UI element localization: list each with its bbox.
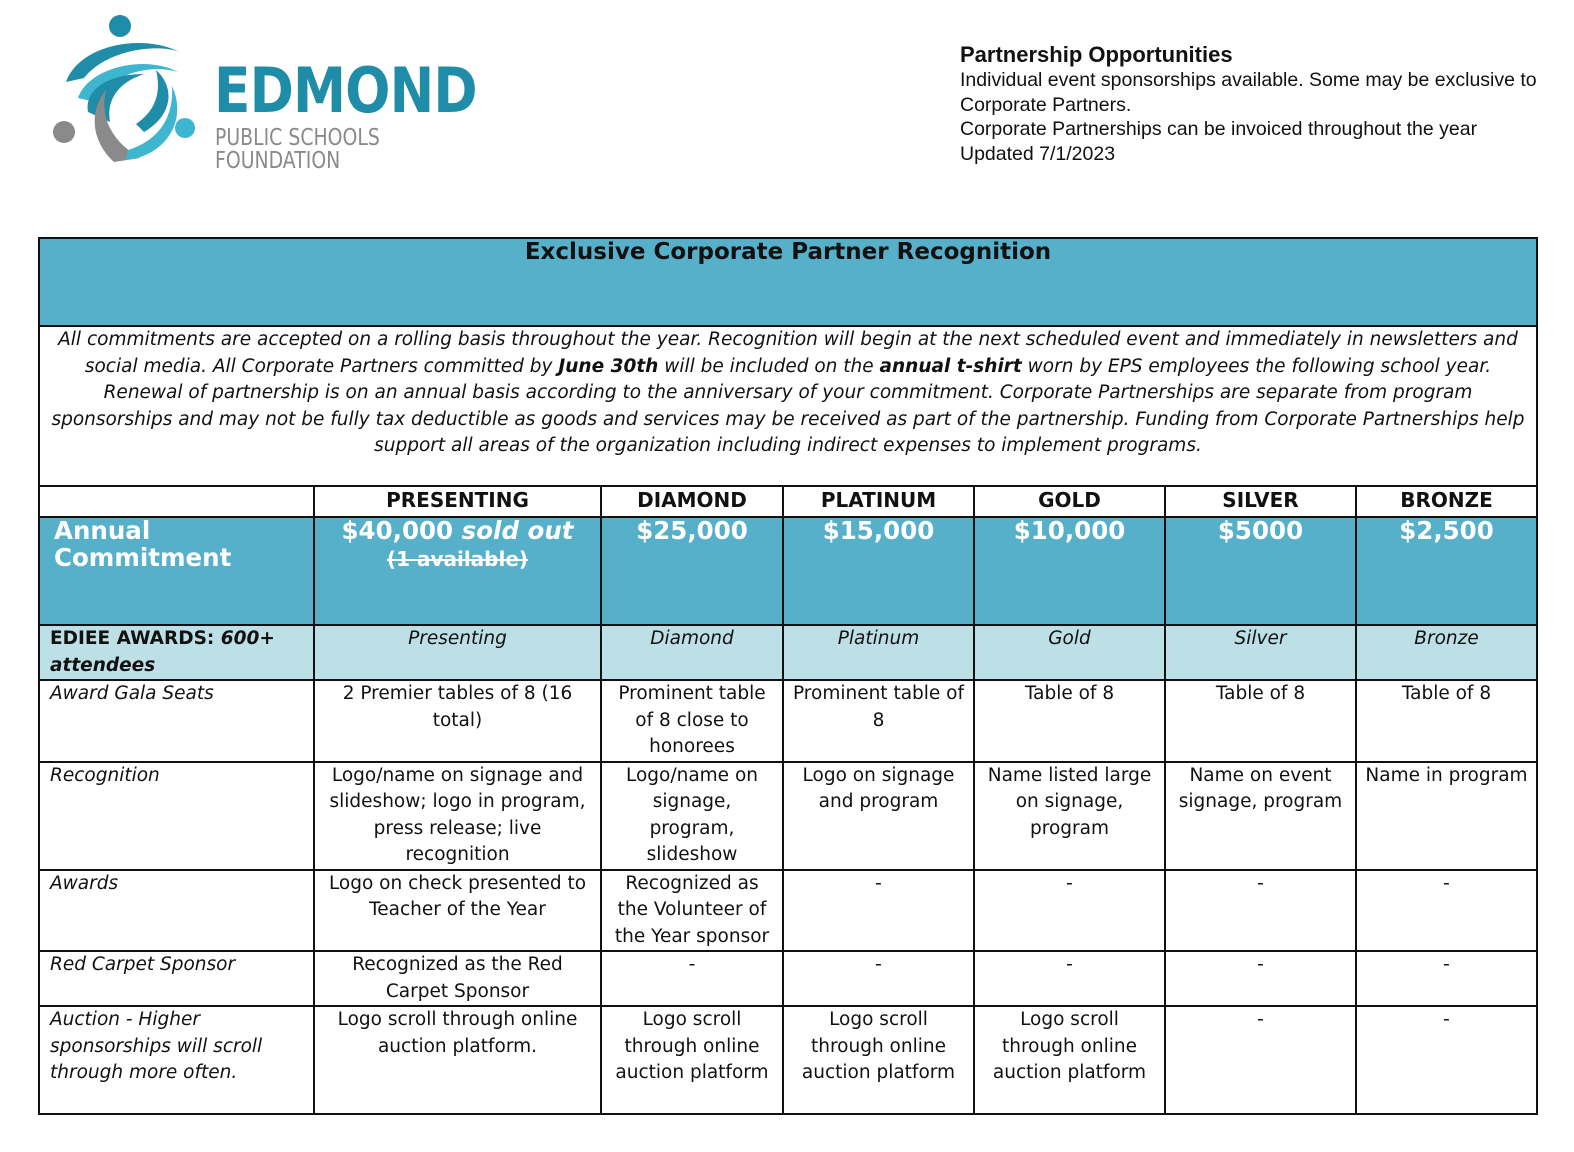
tier-diamond: DIAMOND	[601, 486, 783, 517]
table-row	[39, 1006, 1537, 1114]
table-cell: -	[1165, 951, 1356, 1006]
commitment-silver: $5000	[1165, 517, 1356, 625]
table-cell: -	[783, 870, 974, 952]
info-line: Corporate Partnerships can be invoiced throughout the year	[960, 118, 1478, 140]
table-cell: Recognized as the Volunteer of the Year sponsor	[601, 870, 783, 952]
table-cell: Prominent table of 8	[783, 680, 974, 762]
tier-gold: GOLD	[974, 486, 1165, 517]
table-cell: Logo on check presented to Teacher of the Year	[314, 870, 601, 952]
logo-subtitle: PUBLIC SCHOOLS FOUNDATION	[215, 125, 380, 174]
tier-silver: SILVER	[1165, 486, 1356, 517]
table-cell: Table of 8	[1165, 680, 1356, 762]
table-cell: Recognized as the Red Carpet Sponsor	[314, 951, 601, 1006]
table-cell: -	[1165, 1006, 1356, 1114]
logo-wordmark: EDMOND	[214, 54, 477, 127]
edmond-logo	[48, 12, 478, 172]
edie-awards-row	[39, 625, 1537, 680]
commitment-label: Annual Commitment	[39, 517, 314, 625]
table-cell: Prominent table of 8 close to honorees	[601, 680, 783, 762]
table-cell: Logo scroll through online auction platform	[601, 1006, 783, 1114]
table-cell: 2 Premier tables of 8 (16 total)	[314, 680, 601, 762]
table-cell: Gold	[974, 625, 1165, 680]
table-description: All commitments are accepted on a rolling basis throughout the year. Recognition will begin at the next scheduled event and immediately in newsletters and social media. All Corporate Partners committed by June 30th will be included on the annual t-shirt worn by EPS employees the following school year. Renewal of partnership is on an annual basis according to the anniversary of your commitment. Corporate Partnerships are separate from program sponsorships and may not be fully tax deductible as goods and services may be received as part of the partnership. Funding from Corporate Partnerships help support all areas of the organization including indirect expenses to implement programs.	[39, 326, 1537, 486]
tier-presenting: PRESENTING	[314, 486, 601, 517]
commitment-presenting: $40,000 sold out (1 available)	[314, 517, 601, 625]
commitment-row	[39, 517, 1537, 625]
table-cell: -	[1356, 870, 1537, 952]
table-cell: Name listed large on signage, program	[974, 762, 1165, 870]
info-line: Updated 7/1/2023	[960, 142, 1116, 165]
partnership-info	[960, 42, 1550, 166]
table-cell: -	[783, 951, 974, 1006]
table-cell: Logo scroll through online auction platform.	[314, 1006, 601, 1114]
table-title: Exclusive Corporate Partner Recognition	[39, 238, 1537, 326]
table-cell: Name in program	[1356, 762, 1537, 870]
table-row	[39, 951, 1537, 1006]
table-cell: Table of 8	[1356, 680, 1537, 762]
table-cell: Bronze	[1356, 625, 1537, 680]
table-cell: Table of 8	[974, 680, 1165, 762]
table-cell: -	[1356, 951, 1537, 1006]
table-cell: -	[601, 951, 783, 1006]
row-label: Auction - Higher sponsorships will scroll through more often.	[39, 1006, 314, 1114]
table-cell: Logo scroll through online auction platform	[974, 1006, 1165, 1114]
commitment-diamond: $25,000	[601, 517, 783, 625]
table-cell: Diamond	[601, 625, 783, 680]
table-cell: -	[974, 951, 1165, 1006]
tier-header-empty	[39, 486, 314, 517]
row-label: Red Carpet Sponsor	[39, 951, 314, 1006]
edie-awards-label: EDIEE AWARDS: 600+ attendees	[39, 625, 314, 680]
table-row	[39, 680, 1537, 762]
table-cell: Logo/name on signage, program, slideshow	[601, 762, 783, 870]
partner-table	[38, 237, 1538, 1115]
tier-bronze: BRONZE	[1356, 486, 1537, 517]
row-label: Award Gala Seats	[39, 680, 314, 762]
table-cell: Logo scroll through online auction platform	[783, 1006, 974, 1114]
info-title: Partnership Opportunities	[960, 42, 1233, 67]
table-cell: Logo/name on signage and slideshow; logo in program, press release; live recognition	[314, 762, 601, 870]
table-cell: Presenting	[314, 625, 601, 680]
table-row	[39, 762, 1537, 870]
row-label: Awards	[39, 870, 314, 952]
logo-mark-icon	[48, 12, 208, 172]
table-cell: -	[1356, 1006, 1537, 1114]
table-cell: -	[1165, 870, 1356, 952]
commitment-platinum: $15,000	[783, 517, 974, 625]
tier-platinum: PLATINUM	[783, 486, 974, 517]
commitment-gold: $10,000	[974, 517, 1165, 625]
table-cell: -	[974, 870, 1165, 952]
commitment-bronze: $2,500	[1356, 517, 1537, 625]
row-label: Recognition	[39, 762, 314, 870]
table-cell: Silver	[1165, 625, 1356, 680]
table-cell: Platinum	[783, 625, 974, 680]
table-row	[39, 870, 1537, 952]
tier-header-row	[39, 486, 1537, 517]
table-cell: Logo on signage and program	[783, 762, 974, 870]
table-cell: Name on event signage, program	[1165, 762, 1356, 870]
info-line: Individual event sponsorships available. Some may be exclusive to Corporate Partners.	[960, 69, 1537, 116]
